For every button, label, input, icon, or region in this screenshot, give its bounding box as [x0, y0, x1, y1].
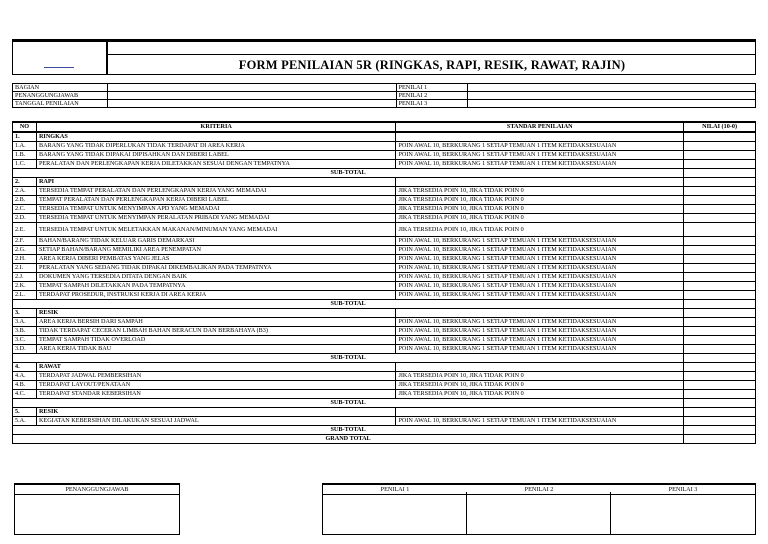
- item-kriteria: PERALATAN DAN PERLENGKAPAN KERJA DILETAKKAN SESUAI DENGAN TEMPATNYA: [36, 160, 396, 169]
- empty-cell: [684, 408, 756, 417]
- signature-divider: [466, 492, 467, 535]
- table-row: [13, 327, 756, 336]
- item-standar: JIKA TERSEDIA POIN 10, JIKA TIDAK POIN 0: [396, 390, 684, 399]
- table-row: [13, 291, 756, 300]
- signature-label: PENILAI 3: [668, 486, 698, 493]
- grandtotal-value-cell[interactable]: [684, 435, 756, 444]
- item-standar: JIKA TERSEDIA POIN 10, JIKA TIDAK POIN 0: [396, 381, 684, 390]
- table-row: [13, 318, 756, 327]
- item-kriteria: BAHAN/BARANG TIDAK KELUAR GARIS DEMARKASI: [36, 237, 396, 246]
- bagian-field[interactable]: [107, 84, 396, 92]
- nilai-input-cell[interactable]: [684, 372, 756, 381]
- item-standar: POIN AWAL 10, BERKURANG 1 SETIAP TEMUAN 1 ITEM KETIDAKSESUAIAN: [396, 246, 684, 255]
- item-standar: POIN AWAL 10, BERKURANG 1 SETIAP TEMUAN 1 ITEM KETIDAKSESUAIAN: [396, 282, 684, 291]
- item-no: 4.A.: [13, 372, 37, 381]
- penilai-1-field[interactable]: [468, 84, 756, 92]
- table-row: [13, 381, 756, 390]
- item-no: 1.C.: [13, 160, 37, 169]
- item-no: 2.J.: [13, 273, 37, 282]
- table-row: [13, 246, 756, 255]
- signature-box-penilai: [322, 483, 756, 535]
- item-standar: POIN AWAL 10, BERKURANG 1 SETIAP TEMUAN 1 ITEM KETIDAKSESUAIAN: [396, 327, 684, 336]
- nilai-input-cell[interactable]: [684, 205, 756, 214]
- item-no: 2.F.: [13, 237, 37, 246]
- nilai-input-cell[interactable]: [684, 291, 756, 300]
- item-no: 2.B.: [13, 196, 37, 205]
- col-standar: STANDAR PENILAIAN: [396, 122, 684, 132]
- section-row: [13, 363, 756, 372]
- item-standar: POIN AWAL 10, BERKURANG 1 SETIAP TEMUAN 1 ITEM KETIDAKSESUAIAN: [396, 417, 684, 426]
- header-divider: [108, 54, 756, 55]
- nilai-input-cell[interactable]: [684, 345, 756, 354]
- table-row: [13, 417, 756, 426]
- table-row: [13, 237, 756, 246]
- subtotal-row: [13, 300, 756, 309]
- empty-cell: [684, 363, 756, 372]
- empty-cell: [396, 363, 684, 372]
- section-name: RAWAT: [36, 363, 396, 372]
- item-standar: POIN AWAL 10, BERKURANG 1 SETIAP TEMUAN 1 ITEM KETIDAKSESUAIAN: [396, 255, 684, 264]
- nilai-input-cell[interactable]: [684, 255, 756, 264]
- tanggal-field[interactable]: [107, 100, 396, 108]
- nilai-input-cell[interactable]: [684, 264, 756, 273]
- item-kriteria: BARANG YANG TIDAK DIPERLUKAN TIDAK TERDAPAT DI AREA KERJA: [36, 142, 396, 151]
- empty-cell: [396, 309, 684, 318]
- item-standar: JIKA TERSEDIA POIN 10, JIKA TIDAK POIN 0: [396, 205, 684, 214]
- section-name: RAPI: [36, 178, 396, 187]
- penilai-3-field[interactable]: [468, 100, 756, 108]
- empty-cell: [396, 178, 684, 187]
- info-row: [13, 84, 756, 92]
- penilai-2-field[interactable]: [468, 92, 756, 100]
- item-kriteria: TERSEDIA TEMPAT UNTUK MENYIMPAN APD YANG MEMADAI: [36, 205, 396, 214]
- grandtotal-label: GRAND TOTAL: [13, 435, 684, 444]
- section-row: [13, 408, 756, 417]
- item-kriteria: AREA KERJA DIBERI PEMBATAS YANG JELAS: [36, 255, 396, 264]
- col-kriteria: KRITERIA: [36, 122, 396, 132]
- nilai-input-cell[interactable]: [684, 160, 756, 169]
- table-row: [13, 273, 756, 282]
- empty-cell: [396, 132, 684, 142]
- table-row: [13, 214, 756, 223]
- item-no: 1.A.: [13, 142, 37, 151]
- item-standar: POIN AWAL 10, BERKURANG 1 SETIAP TEMUAN 1 ITEM KETIDAKSESUAIAN: [396, 160, 684, 169]
- section-name: RINGKAS: [36, 132, 396, 142]
- item-standar: POIN AWAL 10, BERKURANG 1 SETIAP TEMUAN 1 ITEM KETIDAKSESUAIAN: [396, 237, 684, 246]
- col-no: NO: [13, 122, 37, 132]
- table-row: [13, 160, 756, 169]
- section-no: 5.: [13, 408, 37, 417]
- subtotal-label: SUB-TOTAL: [13, 354, 684, 363]
- item-kriteria: TERDAPAT STANDAR KEBERSIHAN: [36, 390, 396, 399]
- info-label: TANGGAL PENILAIAN: [13, 100, 108, 108]
- empty-cell: [684, 132, 756, 142]
- item-no: 2.D.: [13, 214, 37, 223]
- item-no: 2.L.: [13, 291, 37, 300]
- info-label: PENILAI 2: [396, 92, 468, 100]
- nilai-input-cell[interactable]: [684, 196, 756, 205]
- section-no: 2.: [13, 178, 37, 187]
- section-row: [13, 309, 756, 318]
- section-no: 1.: [13, 132, 37, 142]
- item-kriteria: TERSEDIA TEMPAT PERALATAN DAN PERLENGKAPAN KERJA YANG MEMADAI: [36, 187, 396, 196]
- signature-label: PENILAI 2: [524, 486, 554, 493]
- nilai-input-cell[interactable]: [684, 142, 756, 151]
- nilai-input-cell[interactable]: [684, 327, 756, 336]
- table-row: [13, 142, 756, 151]
- item-standar: POIN AWAL 10, BERKURANG 1 SETIAP TEMUAN 1 ITEM KETIDAKSESUAIAN: [396, 318, 684, 327]
- item-no: 3.C.: [13, 336, 37, 345]
- item-no: 4.B.: [13, 381, 37, 390]
- table-row: [13, 151, 756, 160]
- item-kriteria: TERDAPAT PROSEDUR, INSTRUKSI KERJA DI AREA KERJA: [36, 291, 396, 300]
- info-label: PENANGGUNGJAWAB: [13, 92, 108, 100]
- subtotal-label: SUB-TOTAL: [13, 399, 684, 408]
- item-kriteria: TIDAK TERDAPAT CECERAN LIMBAH BAHAN BERACUN DAN BERBAHAYA (B3): [36, 327, 396, 336]
- signature-divider: [610, 492, 611, 535]
- item-no: 2.A.: [13, 187, 37, 196]
- table-row: [13, 345, 756, 354]
- item-kriteria: TERDAPAT JADWAL PEMBERSIHAN: [36, 372, 396, 381]
- item-kriteria: BARANG YANG TIDAK DIPAKAI DIPISAHKAN DAN DIBERI LABEL: [36, 151, 396, 160]
- subtotal-value-cell[interactable]: [684, 169, 756, 178]
- item-kriteria: TEMPAT SAMPAH DILETAKKAN PADA TEMPATNYA: [36, 282, 396, 291]
- info-label: BAGIAN: [13, 84, 108, 92]
- table-row: [13, 196, 756, 205]
- info-label: PENILAI 3: [396, 100, 468, 108]
- item-no: 3.D.: [13, 345, 37, 354]
- item-no: 2.G.: [13, 246, 37, 255]
- info-label: PENILAI 1: [396, 84, 468, 92]
- info-row: [13, 92, 756, 100]
- subtotal-row: [13, 399, 756, 408]
- item-kriteria: TEMPAT SAMPAH TIDAK OVERLOAD: [36, 336, 396, 345]
- nilai-input-cell[interactable]: [684, 187, 756, 196]
- item-no: 2.I.: [13, 264, 37, 273]
- item-standar: JIKA TERSEDIA POIN 10, JIKA TIDAK POIN 0: [396, 372, 684, 381]
- grandtotal-row: [13, 435, 756, 444]
- nilai-input-cell[interactable]: [684, 282, 756, 291]
- signature-header: [323, 485, 755, 495]
- subtotal-row: [13, 426, 756, 435]
- item-standar: JIKA TERSEDIA POIN 10, JIKA TIDAK POIN 0: [396, 196, 684, 205]
- criteria-table: [12, 121, 756, 444]
- item-no: 3.A.: [13, 318, 37, 327]
- subtotal-value-cell[interactable]: [684, 300, 756, 309]
- item-kriteria: TERSEDIA TEMPAT UNTUK MELETAKKAN MAKANAN/MINUMAN YANG MEMADAI: [36, 223, 396, 237]
- col-nilai: NILAI (10-0): [684, 122, 756, 132]
- section-no: 4.: [13, 363, 37, 372]
- item-no: 4.C.: [13, 390, 37, 399]
- section-row: [13, 178, 756, 187]
- subtotal-label: SUB-TOTAL: [13, 300, 684, 309]
- nilai-input-cell[interactable]: [684, 417, 756, 426]
- signature-label: PENILAI 1: [380, 486, 410, 493]
- empty-cell: [396, 408, 684, 417]
- nilai-input-cell[interactable]: [684, 151, 756, 160]
- item-no: 5.A.: [13, 417, 37, 426]
- item-standar: POIN AWAL 10, BERKURANG 1 SETIAP TEMUAN 1 ITEM KETIDAKSESUAIAN: [396, 151, 684, 160]
- nilai-input-cell[interactable]: [684, 246, 756, 255]
- subtotal-value-cell[interactable]: [684, 426, 756, 435]
- table-row: [13, 390, 756, 399]
- subtotal-row: [13, 354, 756, 363]
- item-standar: POIN AWAL 10, BERKURANG 1 SETIAP TEMUAN 1 ITEM KETIDAKSESUAIAN: [396, 291, 684, 300]
- item-kriteria: TERDAPAT LAYOUT/PENATAAN: [36, 381, 396, 390]
- item-kriteria: PERALATAN YANG SEDANG TIDAK DIPAKAI DIKEMBALIKAN PADA TEMPATNYA: [36, 264, 396, 273]
- item-no: 2.E.: [13, 223, 37, 237]
- item-standar: POIN AWAL 10, BERKURANG 1 SETIAP TEMUAN 1 ITEM KETIDAKSESUAIAN: [396, 336, 684, 345]
- section-row: [13, 132, 756, 142]
- penanggungjawab-field[interactable]: [107, 92, 396, 100]
- table-row: [13, 223, 756, 237]
- subtotal-label: SUB-TOTAL: [13, 426, 684, 435]
- subtotal-label: SUB-TOTAL: [13, 169, 684, 178]
- signature-label: PENANGGUNGJAWAB: [15, 485, 179, 495]
- item-no: 3.B.: [13, 327, 37, 336]
- item-kriteria: AREA KERJA TIDAK BAU: [36, 345, 396, 354]
- table-row: [13, 372, 756, 381]
- table-row: [13, 336, 756, 345]
- item-standar: JIKA TERSEDIA POIN 10, JIKA TIDAK POIN 0: [396, 187, 684, 196]
- nilai-input-cell[interactable]: [684, 318, 756, 327]
- item-standar: JIKA TERSEDIA POIN 10, JIKA TIDAK POIN 0: [396, 223, 684, 237]
- nilai-input-cell[interactable]: [684, 273, 756, 282]
- table-row: [13, 187, 756, 196]
- item-kriteria: DOKUMEN YANG TERSEDIA DITATA DENGAN BAIK: [36, 273, 396, 282]
- item-standar: POIN AWAL 10, BERKURANG 1 SETIAP TEMUAN 1 ITEM KETIDAKSESUAIAN: [396, 345, 684, 354]
- nilai-input-cell[interactable]: [684, 237, 756, 246]
- item-kriteria: TERSEDIA TEMPAT UNTUK MENYIMPAN PERALATAN PRIBADI YANG MEMADAI: [36, 214, 396, 223]
- item-standar: POIN AWAL 10, BERKURANG 1 SETIAP TEMUAN 1 ITEM KETIDAKSESUAIAN: [396, 142, 684, 151]
- empty-cell: [684, 178, 756, 187]
- item-kriteria: KEGIATAN KEBERSIHAN DILAKUKAN SESUAI JADWAL: [36, 417, 396, 426]
- section-name: RESIK: [36, 408, 396, 417]
- item-kriteria: AREA KERJA BERSIH DARI SAMPAH: [36, 318, 396, 327]
- subtotal-value-cell[interactable]: [684, 399, 756, 408]
- logo-line: [44, 67, 74, 68]
- form-title: FORM PENILAIAN 5R (RINGKAS, RAPI, RESIK, RAWAT, RAJIN): [238, 58, 626, 72]
- item-no: 2.H.: [13, 255, 37, 264]
- item-no: 2.C.: [13, 205, 37, 214]
- logo-area: [12, 39, 108, 75]
- table-row: [13, 264, 756, 273]
- subtotal-value-cell[interactable]: [684, 354, 756, 363]
- subtotal-row: [13, 169, 756, 178]
- section-name: RESIK: [36, 309, 396, 318]
- item-standar: JIKA TERSEDIA POIN 10, JIKA TIDAK POIN 0: [396, 214, 684, 223]
- info-table: [12, 83, 756, 108]
- nilai-input-cell[interactable]: [684, 223, 756, 237]
- nilai-input-cell[interactable]: [684, 390, 756, 399]
- empty-cell: [684, 309, 756, 318]
- table-row: [13, 282, 756, 291]
- signature-box-penanggungjawab[interactable]: [14, 483, 180, 535]
- item-standar: POIN AWAL 10, BERKURANG 1 SETIAP TEMUAN 1 ITEM KETIDAKSESUAIAN: [396, 264, 684, 273]
- table-row: [13, 205, 756, 214]
- table-header-row: [13, 122, 756, 132]
- item-standar: POIN AWAL 10, BERKURANG 1 SETIAP TEMUAN 1 ITEM KETIDAKSESUAIAN: [396, 273, 684, 282]
- nilai-input-cell[interactable]: [684, 381, 756, 390]
- table-row: [13, 255, 756, 264]
- nilai-input-cell[interactable]: [684, 336, 756, 345]
- item-kriteria: SETIAP BAHAN/BARANG MEMILIKI AREA PENEMPATAN: [36, 246, 396, 255]
- item-no: 2.K.: [13, 282, 37, 291]
- item-kriteria: TEMPAT PERALATAN DAN PERLENGKAPAN KERJA DIBERI LABEL: [36, 196, 396, 205]
- item-no: 1.B.: [13, 151, 37, 160]
- section-no: 3.: [13, 309, 37, 318]
- nilai-input-cell[interactable]: [684, 214, 756, 223]
- info-row: [13, 100, 756, 108]
